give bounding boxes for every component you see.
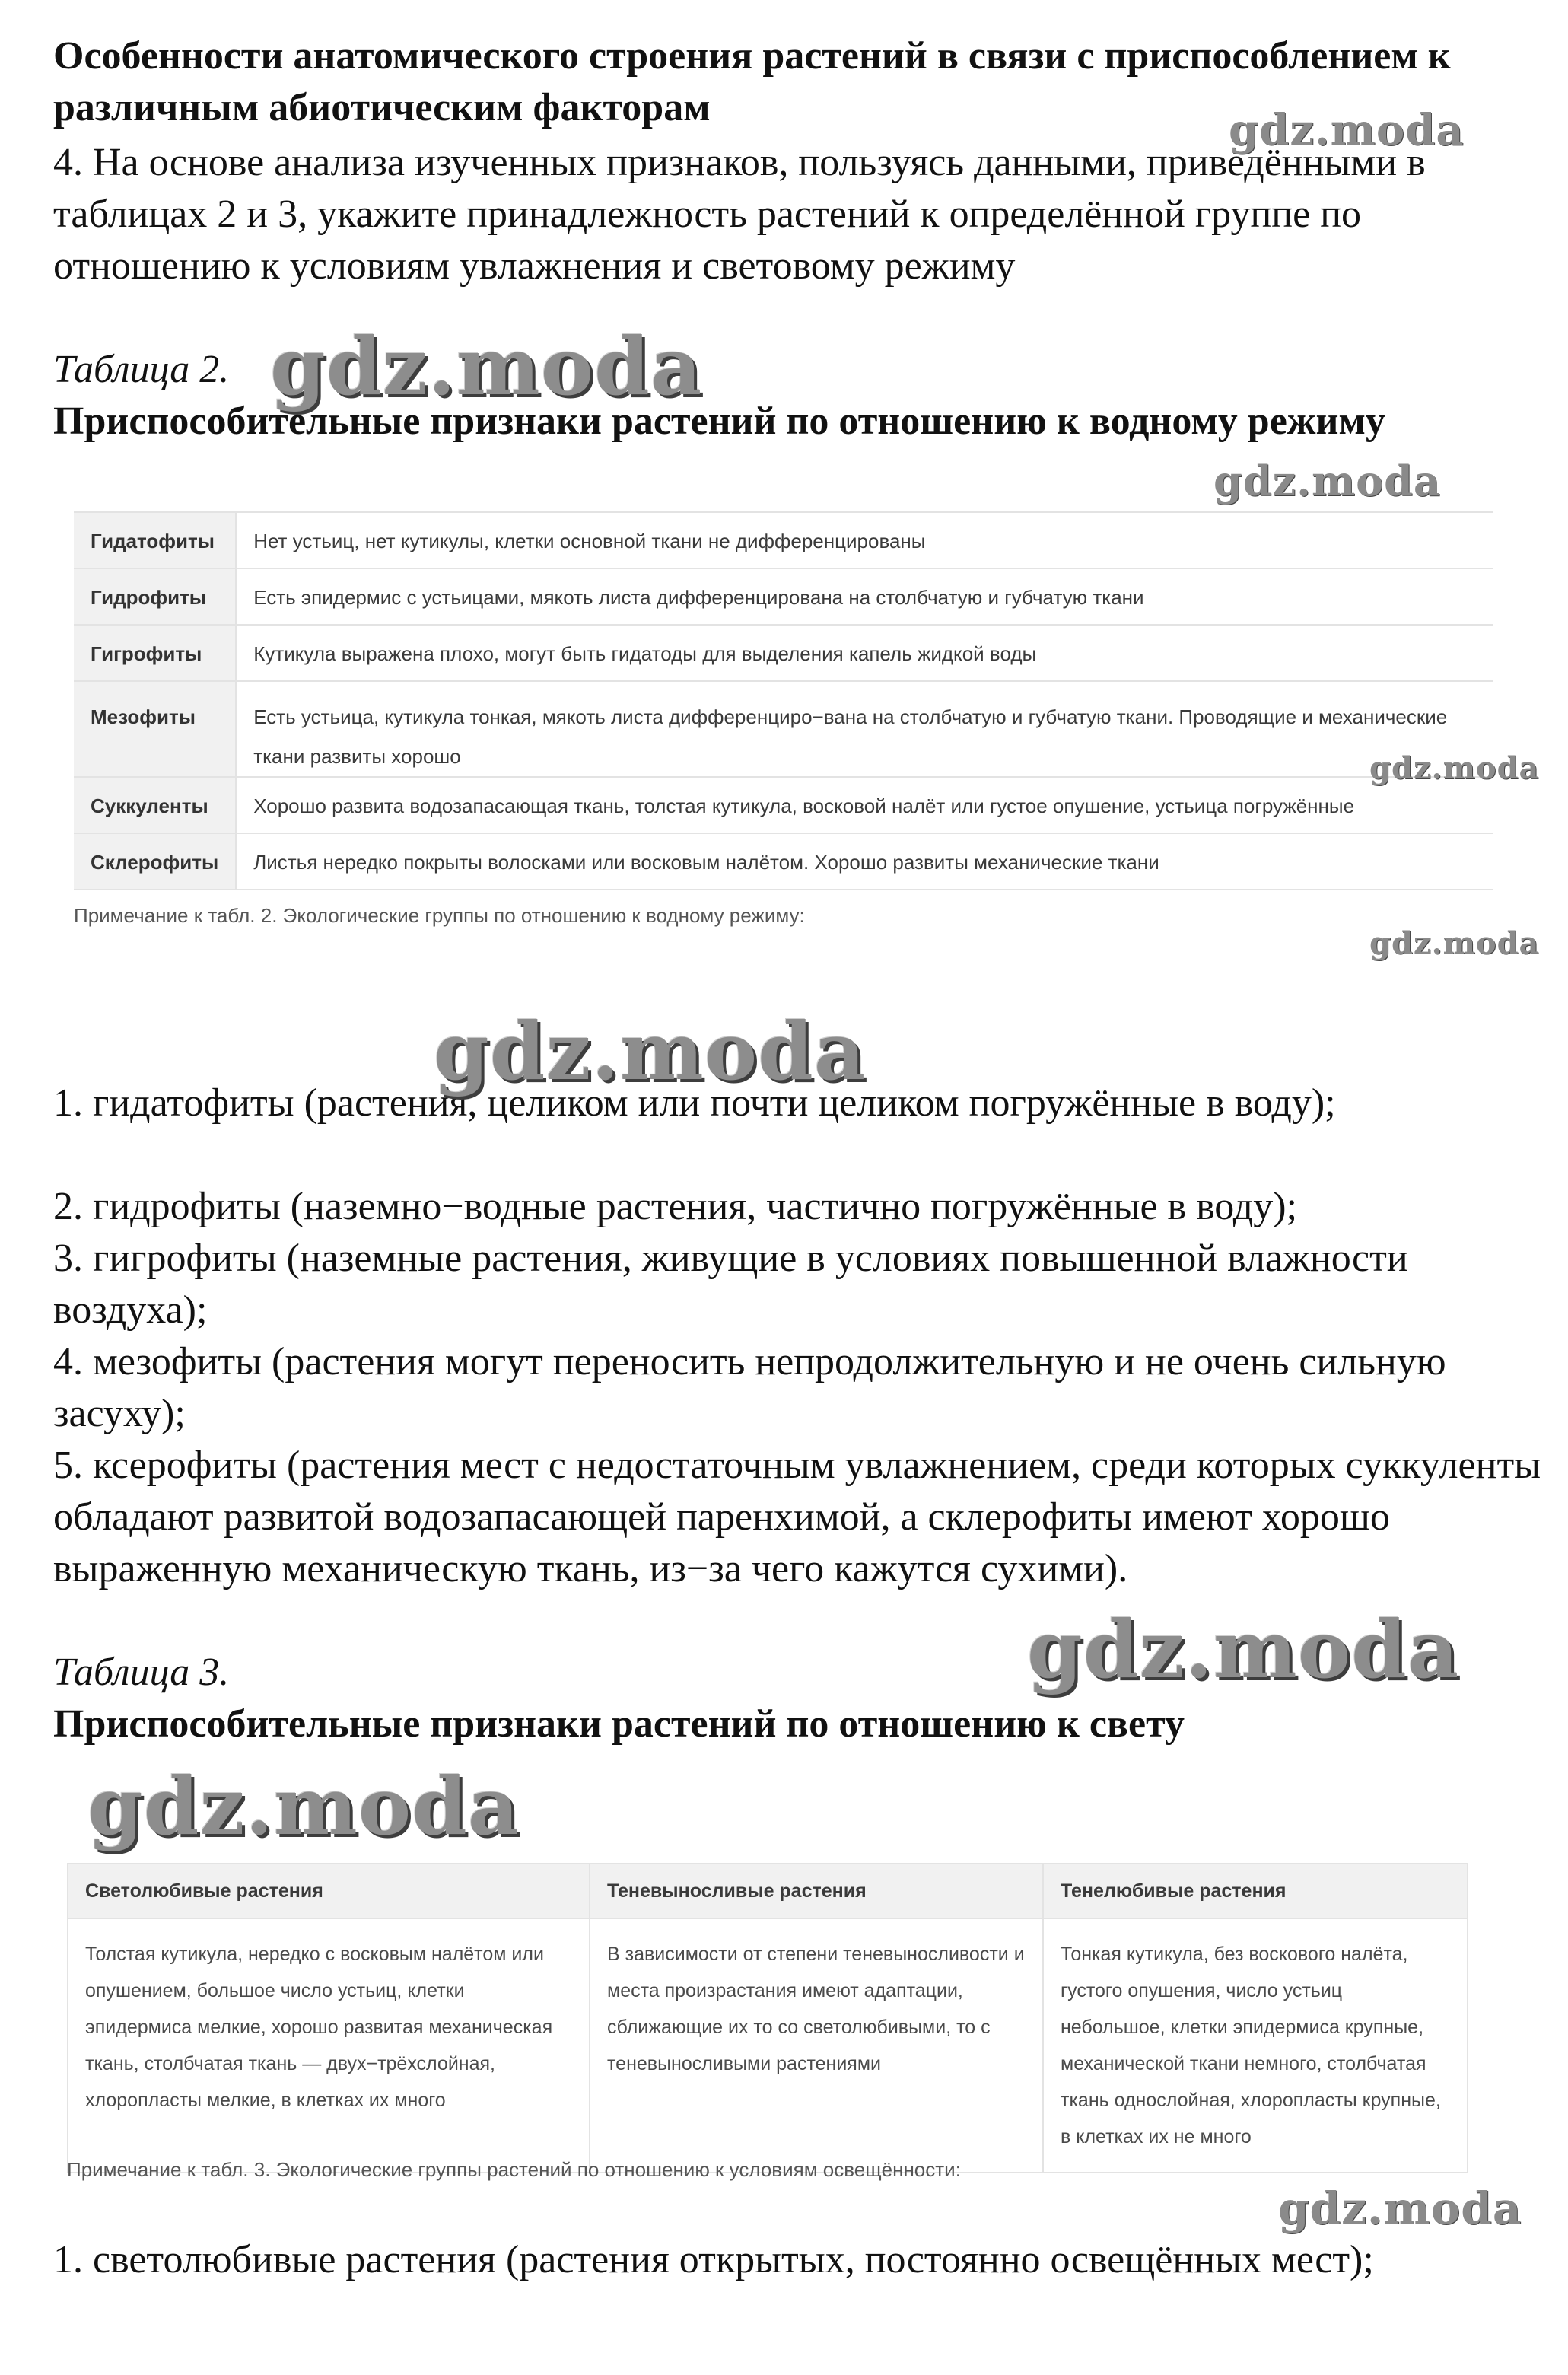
task-text: 4. На основе анализа изученных признаков, пользуясь данными, приведёнными в таблицах 2 и 3, укажите принадлежность растений к определённой группе по отношению к условиям увлажнения и световому режиму xyxy=(53,141,1426,288)
table3-heading: Приспособительные признаки растений по отношению к свету xyxy=(53,1702,1185,1746)
group-name: Суккуленты xyxy=(74,777,236,833)
watermark: gdz.moda xyxy=(434,1004,867,1098)
list-item: 1. гидатофиты (растения, целиком или почти целиком погружённые в воду); xyxy=(53,1081,1336,1125)
table-light-regime xyxy=(67,1863,1468,2173)
column-header: Светолюбивые растения xyxy=(68,1864,590,1918)
table2-caption: Таблица 2. xyxy=(53,348,230,391)
watermark: gdz.moda xyxy=(270,320,703,413)
group-description: Хорошо развита водозапасающая ткань, толстая кутикула, восковой налёт или густое опушение, устьица погружённые xyxy=(236,777,1493,833)
group-description: Есть устьица, кутикула тонкая, мякоть листа дифференциро−вана на столбчатую и губчатую ткани. Проводящие и механические ткани развиты хорошо xyxy=(236,681,1493,777)
table-cell: В зависимости от степени теневыносливости и места произрастания имеют адаптации, сближающие их то со светолюбивыми, то с теневыносливыми растениями xyxy=(590,1918,1043,2173)
group-description: Листья нередко покрыты волосками или восковым налётом. Хорошо развиты механические ткани xyxy=(236,833,1493,890)
column-header: Тенелюбивые растения xyxy=(1043,1864,1468,1918)
table-cell: Толстая кутикула, нередко с восковым налётом или опушением, большое число устьиц, клетки эпидермиса мелкие, хорошо развитая механическая ткань, столбчатая ткань — двух−трёхслойная, хлоропласты мелкие, в клетках их много xyxy=(68,1918,590,2173)
table-water-regime xyxy=(74,511,1493,890)
watermark: gdz.moda xyxy=(1027,1603,1460,1696)
page-title: Особенности анатомического строения растений в связи с приспособлением к различным абиотическим факторам xyxy=(53,34,1451,129)
watermark: gdz.moda xyxy=(1213,457,1441,505)
table-header-row xyxy=(68,1864,1468,1918)
list-item: 5. ксерофиты (растения мест с недостаточным увлажнением, среди которых суккуленты обладают развитой водозапасающей паренхимой, а склерофиты имеют хорошо выраженную механическую ткань, из−за чего кажутся сухими). xyxy=(53,1444,1541,1590)
table-row xyxy=(68,1918,1468,2173)
group-description: Нет устьиц, нет кутикулы, клетки основной ткани не дифференцированы xyxy=(236,512,1493,568)
group-name: Гидатофиты xyxy=(74,512,236,568)
watermark: gdz.moda xyxy=(1369,750,1540,786)
list-item: 1. светолюбивые растения (растения открытых, постоянно освещённых мест); xyxy=(53,2238,1374,2281)
list-item: 3. гигрофиты (наземные растения, живущие в условиях повышенной влажности воздуха); xyxy=(53,1237,1408,1332)
group-description: Есть эпидермис с устьицами, мякоть листа дифференцирована на столбчатую и губчатую ткани xyxy=(236,568,1493,625)
group-name: Гигрофиты xyxy=(74,625,236,681)
group-name: Гидрофиты xyxy=(74,568,236,625)
column-header: Теневыносливые растения xyxy=(590,1864,1043,1918)
table2-heading: Приспособительные признаки растений по отношению к водному режиму xyxy=(53,400,1385,443)
watermark: gdz.moda xyxy=(1229,105,1465,155)
list-item: 2. гидрофиты (наземно−водные растения, частично погружённые в воду); xyxy=(53,1185,1298,1228)
table-row xyxy=(74,568,1493,625)
table-row xyxy=(74,625,1493,681)
table3-note: Примечание к табл. 3. Экологические группы растений по отношению к условиям освещённости: xyxy=(67,2158,961,2181)
table-row xyxy=(74,777,1493,833)
group-description: Кутикула выражена плохо, могут быть гидатоды для выделения капель жидкой воды xyxy=(236,625,1493,681)
group-name: Мезофиты xyxy=(74,681,236,777)
watermark: gdz.moda xyxy=(87,1759,520,1853)
watermark: gdz.moda xyxy=(1369,925,1540,961)
table-row xyxy=(74,833,1493,890)
list-item: 4. мезофиты (растения могут переносить непродолжительную и не очень сильную засуху); xyxy=(53,1340,1446,1435)
watermark: gdz.moda xyxy=(1278,2182,1522,2234)
table3-caption: Таблица 3. xyxy=(53,1651,230,1694)
group-name: Склерофиты xyxy=(74,833,236,890)
table2-note: Примечание к табл. 2. Экологические группы по отношению к водному режиму: xyxy=(74,904,805,927)
table-cell: Тонкая кутикула, без воскового налёта, густого опушения, число устьиц небольшое, клетки эпидермиса крупные, механической ткани немного, столбчатая ткань однослойная, хлоропласты крупные, в клетках их не много xyxy=(1043,1918,1468,2173)
table-row xyxy=(74,681,1493,777)
table-row xyxy=(74,512,1493,568)
